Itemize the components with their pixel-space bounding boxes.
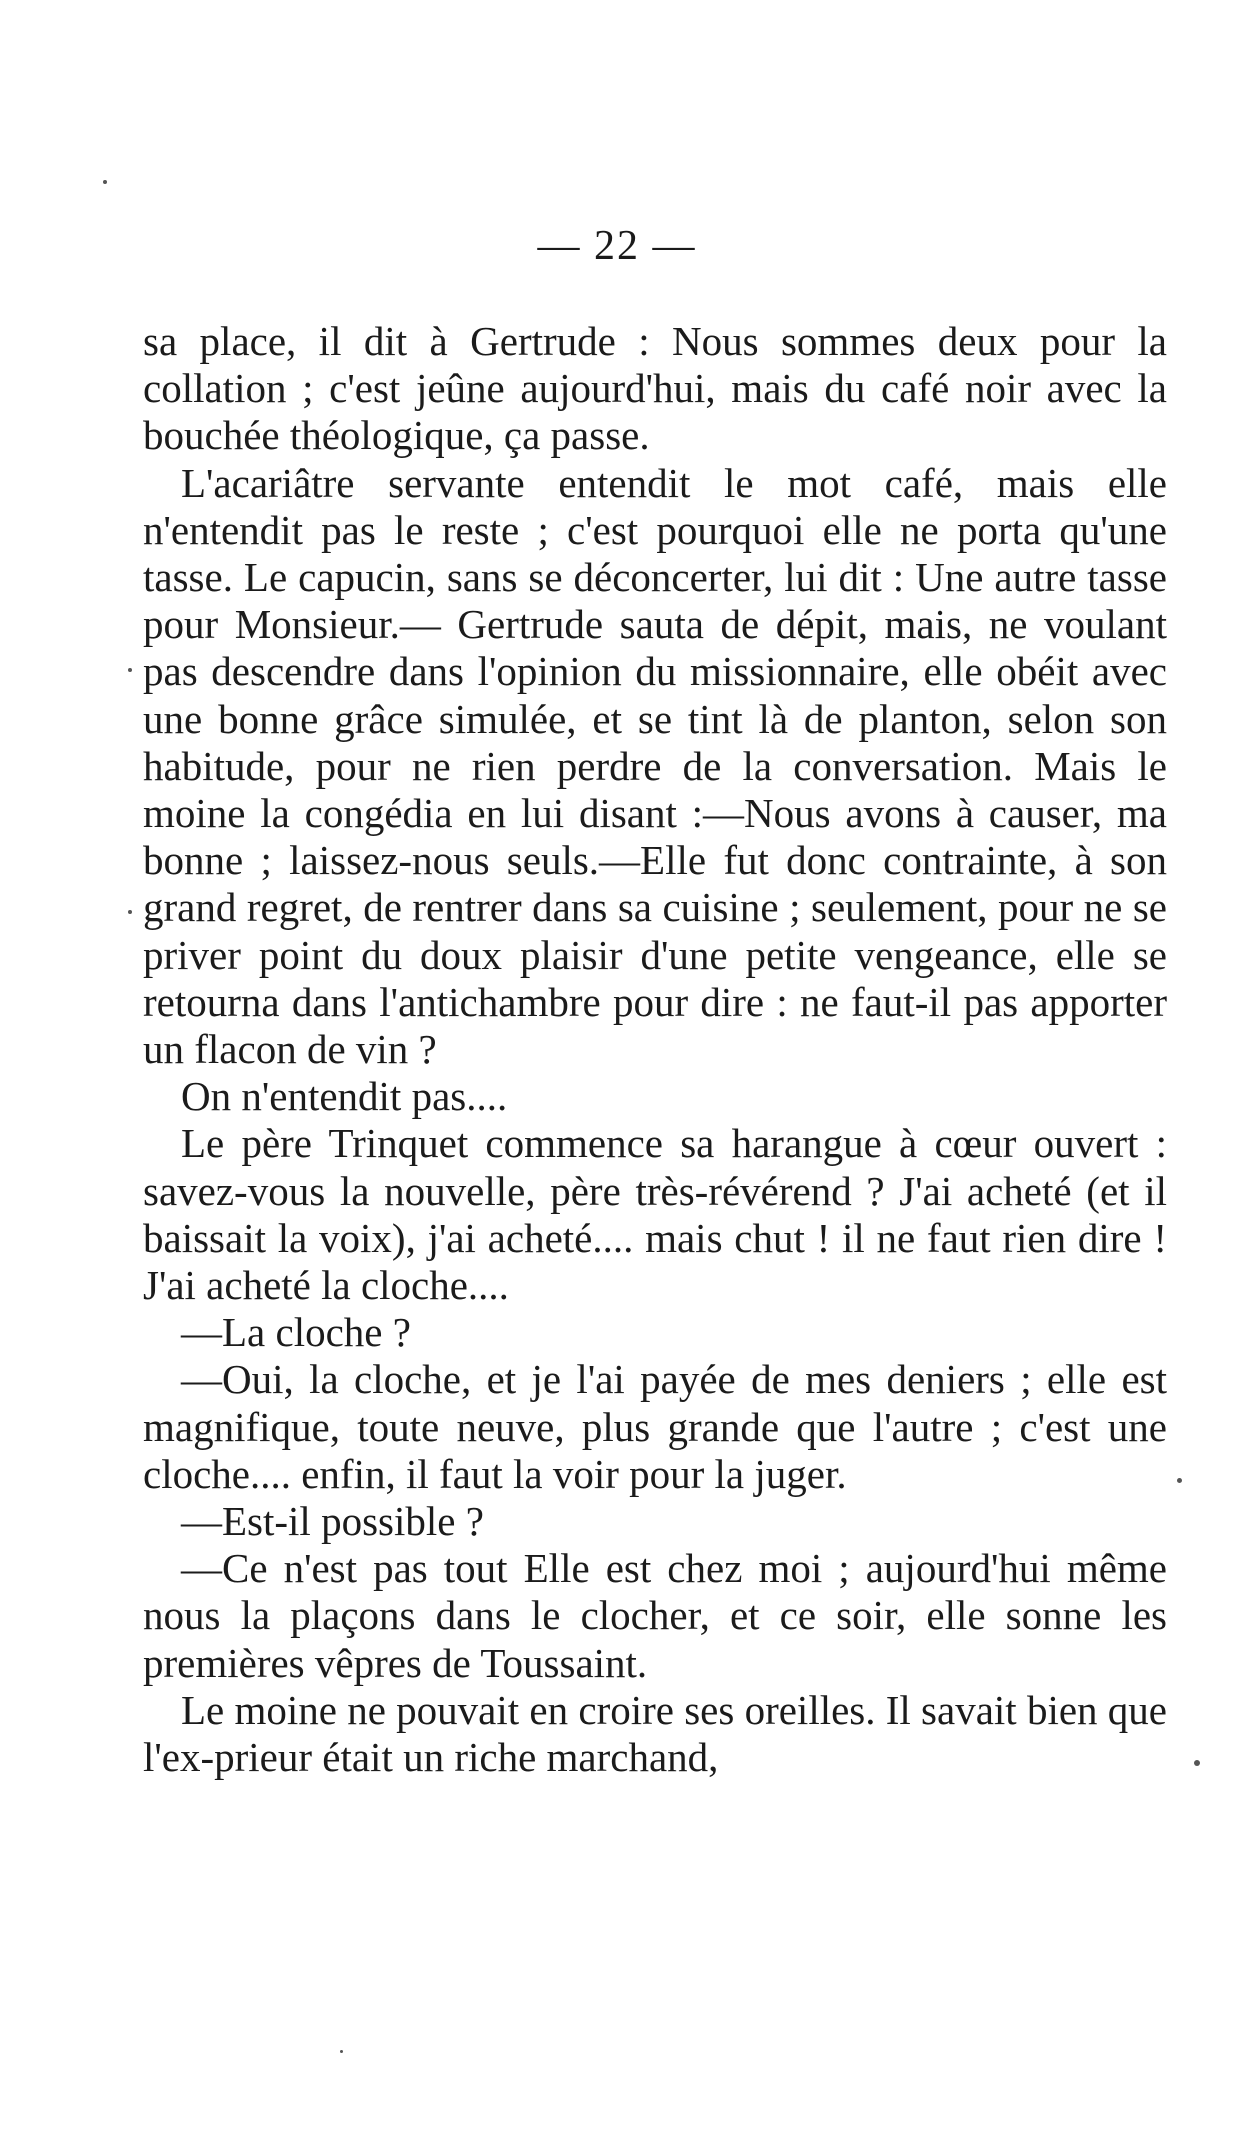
paragraph-2: L'acariâtre servante entendit le mot café, mais elle n'entendit pas le reste ; c'est pourquoi elle ne porta qu'une tasse. Le capucin, sans se déconcerter, lui dit : Une autre tasse pour Monsieur.— Gertrude sauta de dépit, mais, ne voulant pas descendre dans l'opinion du missionnaire, elle obéit avec une bonne grâce simulée, et se tint là de planton, selon son habitude, pour ne rien perdre de la conversation. Mais le moine la congédia en lui disant :—Nous avons à causer, ma bonne ; laissez-nous seuls.—Elle fut donc contrainte, à son grand regret, de rentrer dans sa cuisine ; seulement, pour ne se priver point du doux plaisir d'une petite vengeance, elle se retourna dans l'antichambre pour dire : ne faut-il pas apporter un flacon de vin ? — [143, 459, 1167, 1073]
paragraph-7: —Est-il possible ? — [181, 1498, 484, 1545]
paragraph-6: —Oui, la cloche, et je l'ai payée de mes deniers ; elle est magnifique, toute neuve, plus grande que l'autre ; c'est une cloche.... enfin, il faut la voir pour la juger. — [143, 1356, 1167, 1497]
scan-speck — [340, 2050, 343, 2053]
paragraph-5: —La cloche ? — [181, 1309, 411, 1356]
paragraph-4: Le père Trinquet commence sa harangue à cœur ouvert : savez-vous la nouvelle, père très-révérend ? J'ai acheté (et il baissait la voix), j'ai acheté.... mais chut ! il ne faut rien dire ! J'ai acheté la cloche.... — [143, 1120, 1167, 1309]
body-text — [143, 318, 1167, 1781]
paragraph-9: Le moine ne pouvait en croire ses oreilles. Il savait bien que l'ex-prieur était un riche marchand, — [143, 1686, 1167, 1781]
page-number: — 22 — — [537, 223, 697, 269]
scan-speck — [1177, 1478, 1182, 1483]
paragraph-1: sa place, il dit à Gertrude : Nous sommes deux pour la collation ; c'est jeûne aujourd'hui, mais du café noir avec la bouchée théologique, ça passe. — [143, 318, 1167, 459]
scan-speck — [103, 180, 107, 184]
scan-speck — [1194, 1760, 1200, 1766]
scan-speck — [128, 668, 132, 672]
paragraph-8: —Ce n'est pas tout Elle est chez moi ; aujourd'hui même nous la plaçons dans le clocher, et ce soir, elle sonne les premières vêpres de Toussaint. — [143, 1545, 1167, 1686]
scan-speck — [128, 910, 132, 914]
paragraph-3: On n'entendit pas.... — [181, 1073, 508, 1120]
